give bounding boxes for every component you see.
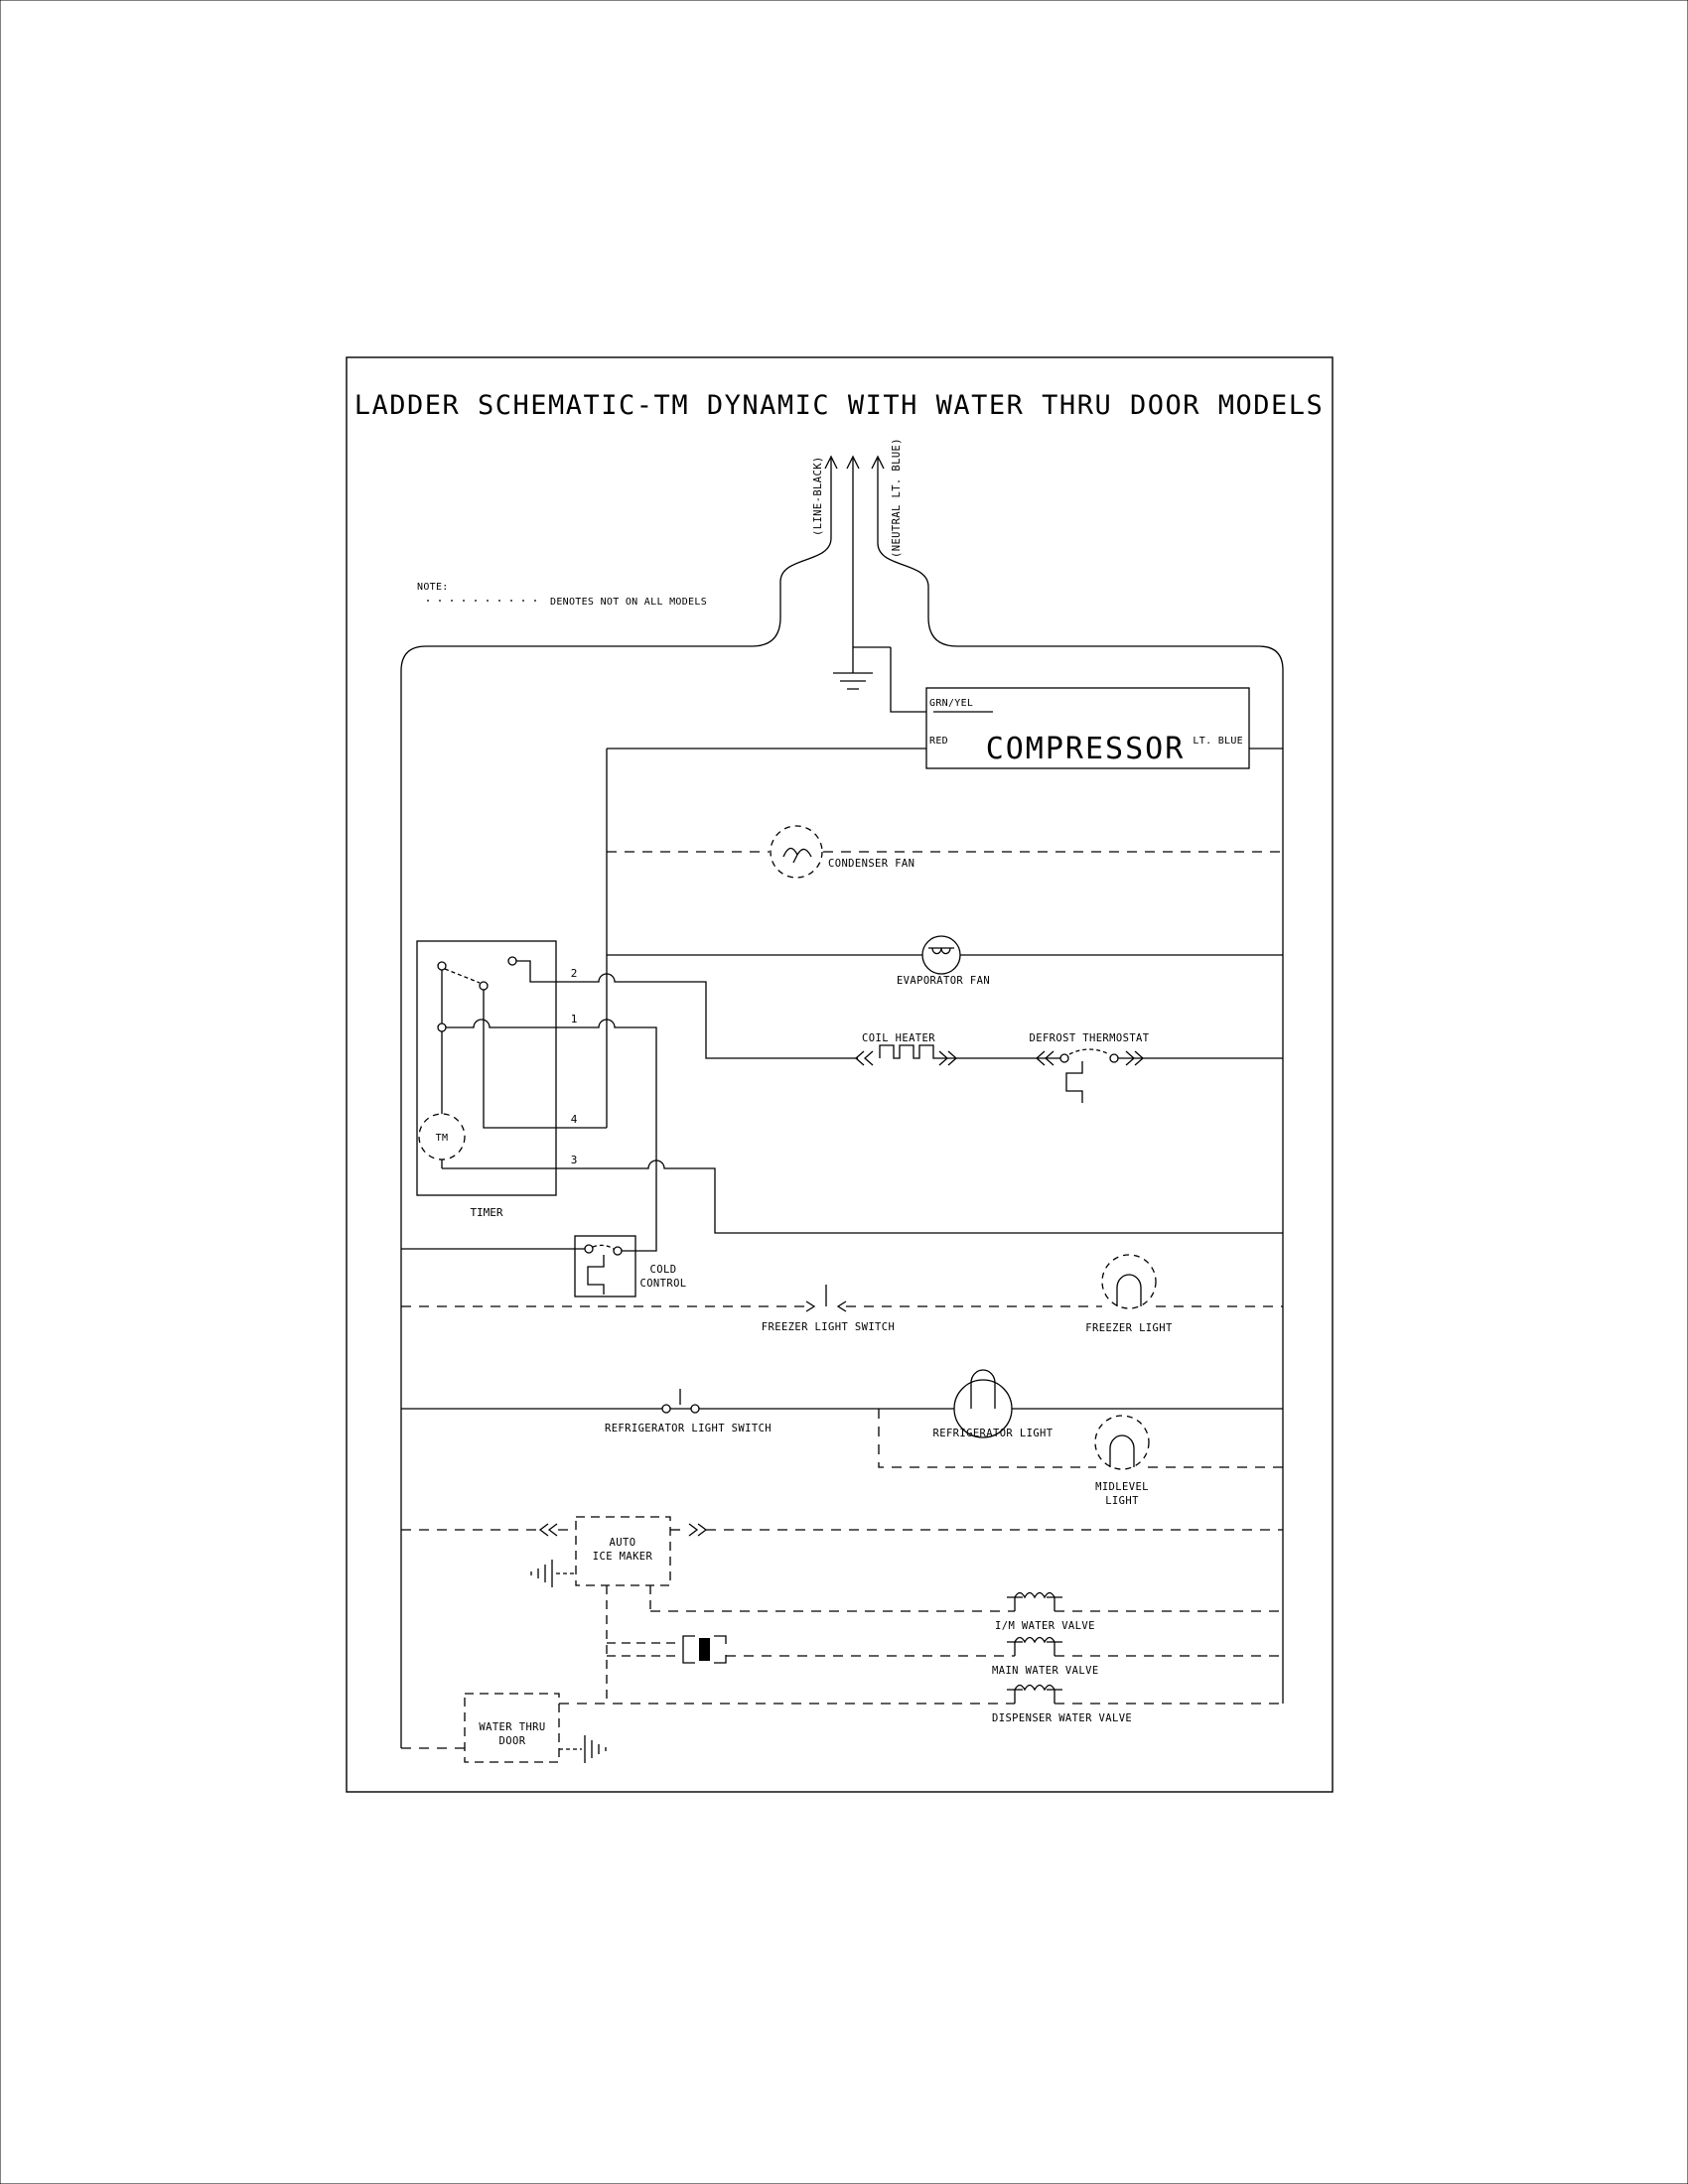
valve-terminals-icon: [1007, 1642, 1062, 1656]
ground-icon: [531, 1560, 552, 1587]
refrigerator-light-circuit: [401, 1370, 1283, 1439]
ground-icon: [585, 1735, 606, 1763]
dispenser-water-valve-label: DISPENSER WATER VALVE: [992, 1712, 1133, 1724]
connector-chevron-icon: [689, 1524, 706, 1536]
midlevel-light-icon: [1095, 1416, 1149, 1469]
terminal-3-label: 3: [570, 1154, 578, 1166]
neutral-label: (NEUTRAL LT. BLUE): [891, 438, 903, 558]
midlevel-light-label1: MIDLEVEL: [1095, 1481, 1149, 1493]
terminal-1-label: 1: [570, 1013, 578, 1025]
evaporator-fan-label: EVAPORATOR FAN: [896, 975, 991, 987]
compressor: [607, 688, 1283, 768]
im-water-valve: [650, 1593, 1283, 1633]
valve-terminals-icon: [1007, 1597, 1062, 1611]
page-title: LADDER SCHEMATIC-TM DYNAMIC WITH WATER THRU DOOR MODELS: [353, 390, 1325, 421]
arrow-up-icon: [825, 457, 884, 469]
timer-terminal4-wire: [484, 990, 607, 1128]
ice-maker-circuit: [401, 1517, 1283, 1587]
plug-connector-icon: [683, 1636, 695, 1663]
line-black-label: (LINE-BLACK): [812, 456, 824, 536]
refrigerator-light-label: REFRIGERATOR LIGHT: [932, 1428, 1054, 1439]
compressor-red-label: RED: [929, 736, 948, 747]
supply-lines: [401, 438, 1283, 1748]
valve-feed-chain: [607, 1585, 726, 1704]
main-water-valve: [726, 1638, 1283, 1678]
valve-coil-icon: [1015, 1593, 1055, 1598]
timer-contact: [508, 957, 516, 965]
defrost-thermostat-label: DEFROST THERMOSTAT: [1029, 1032, 1150, 1044]
cold-control-label2: CONTROL: [639, 1278, 687, 1290]
timer-internal-wire: [516, 961, 556, 982]
refrigerator-light-switch-label: REFRIGERATOR LIGHT SWITCH: [604, 1423, 773, 1434]
timer: [417, 941, 1283, 1251]
note-text: DENOTES NOT ON ALL MODELS: [550, 597, 708, 608]
compressor-label: COMPRESSOR: [985, 732, 1186, 766]
im-water-valve-label: I/M WATER VALVE: [995, 1620, 1095, 1632]
cold-control: [401, 1236, 687, 1297]
timer-label: TIMER: [470, 1206, 503, 1219]
timer-contact: [480, 982, 488, 990]
switch-contact: [691, 1405, 699, 1413]
cold-control-arm: [593, 1245, 614, 1249]
cold-control-contact: [614, 1247, 622, 1255]
cold-control-label1: COLD: [649, 1264, 677, 1276]
valve-coil-icon: [1015, 1638, 1055, 1643]
thermostat-arm: [1069, 1049, 1109, 1054]
timer-switch-arm: [445, 969, 480, 983]
thermostat-contact: [1060, 1054, 1068, 1062]
thermostat-sensor-icon: [1066, 1061, 1082, 1103]
note-block: [417, 582, 707, 608]
evaporator-fan-motor-icon: [922, 936, 960, 974]
connector-chevron-icon: [856, 1051, 873, 1065]
midlevel-light-label2: LIGHT: [1105, 1495, 1139, 1507]
timer-terminal3-wire: [442, 1160, 1283, 1233]
plug-connector-icon: [714, 1636, 726, 1663]
midlevel-light-circuit: [879, 1409, 1283, 1507]
compressor-ltblue-label: LT. BLUE: [1193, 736, 1243, 747]
dispenser-water-valve: [559, 1686, 1283, 1725]
note-label: NOTE:: [417, 582, 449, 593]
defrost-circuit: [856, 1032, 1283, 1103]
compressor-grnyel-label: GRN/YEL: [929, 698, 974, 709]
connector-chevron-icon: [540, 1524, 557, 1536]
ice-maker-label2: ICE MAKER: [592, 1551, 653, 1563]
water-thru-door: [401, 1694, 606, 1763]
ground-icon: [833, 673, 873, 689]
cold-control-sensor-icon: [588, 1255, 604, 1295]
thermostat-contact: [1110, 1054, 1118, 1062]
connector-stub-wires: [607, 1643, 681, 1656]
timer-terminal2-wire: [556, 974, 858, 1058]
evaporator-fan: [607, 936, 1283, 987]
valve-terminals-icon: [1007, 1690, 1062, 1704]
plug-connector-body-icon: [699, 1638, 710, 1661]
freezer-light-circuit: [401, 1255, 1283, 1334]
timer-contact: [438, 1024, 446, 1031]
condenser-fan: [607, 826, 1283, 878]
freezer-light-icon: [1102, 1255, 1156, 1308]
freezer-light-switch-label: FREEZER LIGHT SWITCH: [761, 1321, 896, 1333]
terminal-2-label: 2: [570, 967, 578, 980]
drawing-frame: [347, 357, 1333, 1792]
switch-contact: [662, 1405, 670, 1413]
cold-control-box: [575, 1236, 635, 1297]
terminal-4-label: 4: [570, 1113, 578, 1126]
valve-coil-icon: [1015, 1686, 1055, 1691]
timer-motor-label: TM: [435, 1133, 449, 1144]
ice-maker-label1: AUTO: [609, 1537, 636, 1549]
coil-heater-label: COIL HEATER: [862, 1032, 935, 1044]
condenser-fan-label: CONDENSER FAN: [828, 858, 915, 870]
heater-resistor-icon: [880, 1045, 937, 1058]
water-thru-door-label2: DOOR: [498, 1735, 526, 1747]
timer-contact: [438, 962, 446, 970]
main-water-valve-label: MAIN WATER VALVE: [992, 1665, 1099, 1677]
neutral-wire-right-bus: [878, 459, 1283, 1704]
water-thru-door-label1: WATER THRU: [479, 1721, 546, 1733]
freezer-light-label: FREEZER LIGHT: [1085, 1322, 1173, 1334]
cold-control-contact: [585, 1245, 593, 1253]
